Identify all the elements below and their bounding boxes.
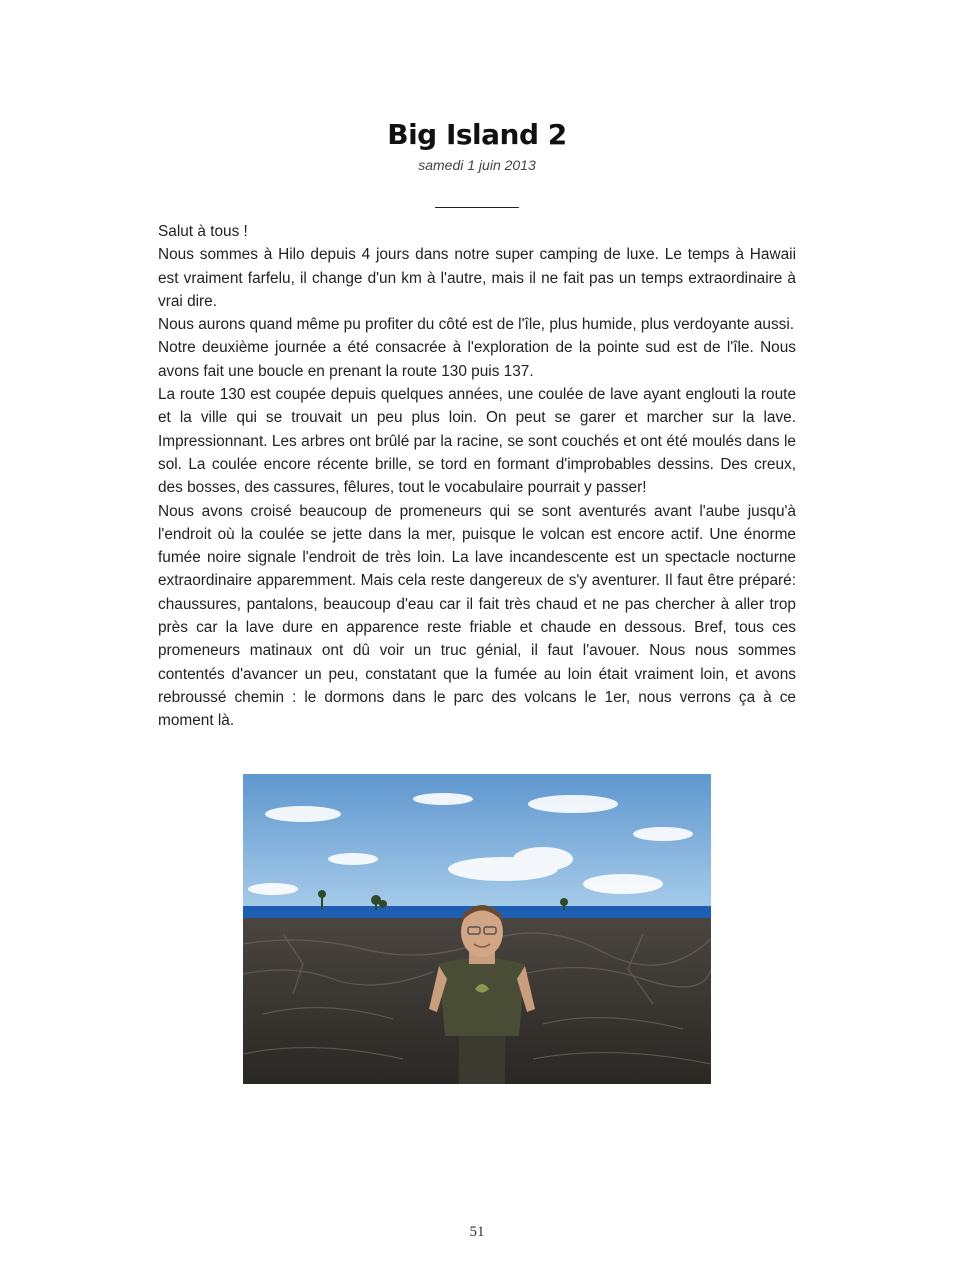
title-separator: __________ [435,192,519,209]
paragraph: La route 130 est coupée depuis quelques années, une coulée de lave ayant englouti la route et la ville qui se trouvait un peu plus loin. On peut se garer et marcher sur la lave. Impressionnant. Les arbres ont brûlé par la racine, se sont couchés et ont été moulés dans le sol. La coulée encore récente brille, se tord en formant d'improbables dessins. Des creux, des bosses, des cassures, fêlures, tout le vocabulaire pourrait y passer! [158,386,796,497]
page-number: 51 [469,1224,485,1240]
paragraph-greeting: Salut à tous ! [158,223,248,240]
article-body [158,220,796,733]
paragraph: Nous avons croisé beaucoup de promeneurs qui se sont aventurés avant l'aube jusqu'à l'endroit où la coulée se jette dans la mer, puisque le volcan est encore actif. Une énorme fumée noire signale l'endroit de très loin. La lave incandescente est un spectacle nocturne extraordinaire apparemment. Mais cela reste dangereux de s'y aventurer. Il faut être préparé: chaussures, pantalons, beaucoup d'eau car il fait très chaud et ne pas chercher à aller trop près car la lave dure en apparence reste friable et chaude en dessous. Bref, tous ces promeneurs matinaux ont dû voir un truc génial, il faut l'avouer. Nous nous sommes contentés d'avancer un peu, constatant que la fumée au loin était vraiment loin, et avons rebroussé chemin : le dormons dans le parc des volcans le 1er, nous verrons ça à ce moment là. [158,502,796,730]
paragraph: Nous aurons quand même pu profiter du côté est de l'île, plus humide, plus verdoyante aussi. [158,316,795,334]
post-date: samedi 1 juin 2013 [418,157,536,173]
page-title: Big Island 2 [387,118,567,151]
paragraph: Notre deuxième journée a été consacrée à l'exploration de la pointe sud est de l'île. Nous avons fait une boucle en prenant la route 130 puis 137. [158,339,796,380]
sky [243,774,711,914]
paragraph: Nous sommes à Hilo depuis 4 jours dans notre super camping de luxe. Le temps à Hawaii est vraiment farfelu, il change d'un km à l'autre, mais il ne fait pas un temps extraordinaire à vrai dire. [158,246,796,310]
lava-field-photo [243,774,711,1084]
